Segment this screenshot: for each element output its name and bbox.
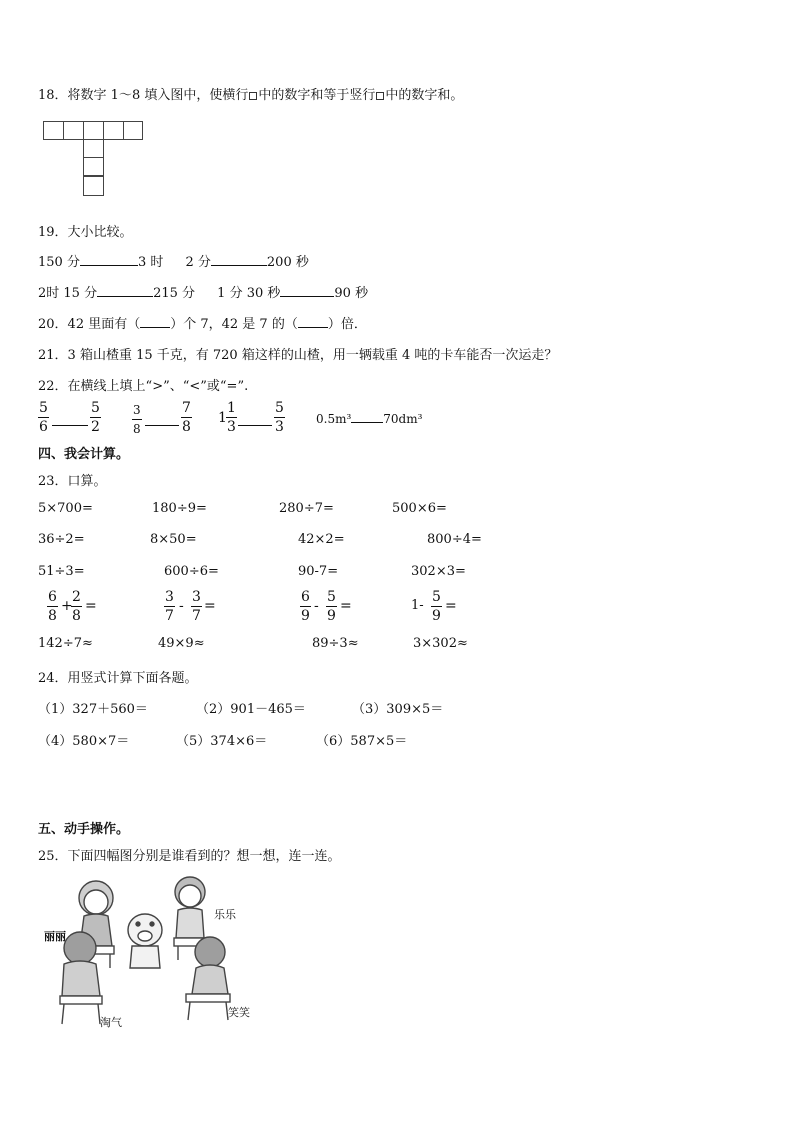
vertical-calc-item: （3）309×5＝ <box>352 702 444 717</box>
q24-title: 24．用竖式计算下面各题。 <box>38 671 198 686</box>
equals: = <box>204 598 216 614</box>
q25-title: 25．下面四幅图分别是谁看到的？想一想，连一连。 <box>38 849 341 864</box>
fraction: 6 8 <box>48 589 57 624</box>
equals: = <box>85 598 97 614</box>
calc-item: 302×3= <box>411 564 466 579</box>
whole-minus: 1- <box>411 598 424 613</box>
section-5-heading: 五、动手操作。 <box>38 822 130 837</box>
child-name-label: 笑笑 <box>228 1006 250 1019</box>
square-icon <box>376 92 384 100</box>
calc-item: 600÷6= <box>164 564 219 579</box>
calc-item: 142÷7≈ <box>38 636 93 651</box>
calc-item: 5×700= <box>38 501 93 516</box>
fraction: 2 8 <box>72 589 81 624</box>
equals: = <box>340 598 352 614</box>
calc-item: 42×2= <box>298 532 345 547</box>
vertical-calc-item: （2）901－465＝ <box>196 702 306 717</box>
calc-item: 90-7= <box>298 564 339 579</box>
answer-blank[interactable] <box>238 424 272 426</box>
calc-item: 180÷9= <box>152 501 207 516</box>
vertical-calc-item: （4）580×7＝ <box>38 734 130 749</box>
answer-blank[interactable] <box>145 424 179 426</box>
grid-cell[interactable] <box>43 121 64 140</box>
q22-title: 22．在横线上填上“>”、“<”或“=”. <box>38 379 249 394</box>
q21-text: 21．3 箱山楂重 15 千克，有 720 箱这样的山楂，用一辆载重 4 吨的卡车能否一次运走？ <box>38 348 558 363</box>
fraction: 1 3 <box>227 400 236 435</box>
grid-cell[interactable] <box>83 139 104 158</box>
answer-blank[interactable] <box>140 326 170 328</box>
fraction: 5 9 <box>432 589 441 624</box>
operator: + <box>61 598 73 614</box>
answer-blank[interactable] <box>80 264 138 266</box>
square-icon <box>249 92 257 100</box>
fraction: 5 6 <box>39 400 48 435</box>
answer-blank[interactable] <box>97 295 153 297</box>
grid-cell[interactable] <box>83 157 104 176</box>
calc-item: 89÷3≈ <box>312 636 359 651</box>
calc-item: 800÷4= <box>427 532 482 547</box>
q19-title: 19．大小比较。 <box>38 225 133 240</box>
fraction: 3 7 <box>165 589 174 624</box>
fraction: 5 9 <box>327 589 336 624</box>
children-around-pig-illustration <box>40 868 270 1030</box>
answer-blank[interactable] <box>298 326 328 328</box>
calc-item: 49×9≈ <box>158 636 205 651</box>
calc-item: 8×50= <box>150 532 197 547</box>
q19-row2: 2时 15 分 215 分 1 分 30 秒 90 秒 <box>38 286 369 301</box>
q20-text: 20．42 里面有（ ）个 7，42 是 7 的（ ）倍． <box>38 317 367 332</box>
child-name-label: 丽丽 <box>44 930 66 943</box>
child-name-label: 淘气 <box>100 1016 122 1029</box>
calc-item: 36÷2= <box>38 532 85 547</box>
fraction: 5 2 <box>91 400 100 435</box>
child-name-label: 乐乐 <box>214 908 236 921</box>
calc-item: 51÷3= <box>38 564 85 579</box>
whole-number: 1 <box>218 410 227 426</box>
operator: - <box>314 598 319 614</box>
calc-item: 280÷7= <box>279 501 334 516</box>
equals: = <box>445 598 457 614</box>
answer-blank[interactable] <box>351 421 383 423</box>
q19-row1: 150 分 3 时 2 分 200 秒 <box>38 255 309 270</box>
grid-cell[interactable] <box>123 121 143 140</box>
q23-title: 23．口算。 <box>38 474 107 489</box>
fraction: 7 8 <box>182 400 191 435</box>
grid-cell[interactable] <box>63 121 84 140</box>
calc-item: 3×302≈ <box>413 636 468 651</box>
q18-text: 18．将数字 1～8 填入图中，使横行 中的数字和等于竖行 中的数字和。 <box>38 88 464 103</box>
fraction: 3 8 <box>133 403 141 436</box>
grid-cell[interactable] <box>103 121 124 140</box>
grid-cell[interactable] <box>83 121 104 140</box>
unit-compare: 0.5m³ 70dm³ <box>316 412 423 426</box>
vertical-calc-item: （1）327＋560＝ <box>38 702 148 717</box>
fraction: 5 3 <box>275 400 284 435</box>
answer-blank[interactable] <box>211 264 267 266</box>
fraction: 3 7 <box>192 589 201 624</box>
vertical-calc-item: （6）587×5＝ <box>316 734 408 749</box>
vertical-calc-item: （5）374×6＝ <box>176 734 268 749</box>
operator: - <box>179 598 184 614</box>
fraction: 6 9 <box>301 589 310 624</box>
answer-blank[interactable] <box>52 424 88 426</box>
calc-item: 500×6= <box>392 501 447 516</box>
answer-blank[interactable] <box>280 295 334 297</box>
grid-cell[interactable] <box>83 176 104 196</box>
section-4-heading: 四、我会计算。 <box>38 447 130 462</box>
